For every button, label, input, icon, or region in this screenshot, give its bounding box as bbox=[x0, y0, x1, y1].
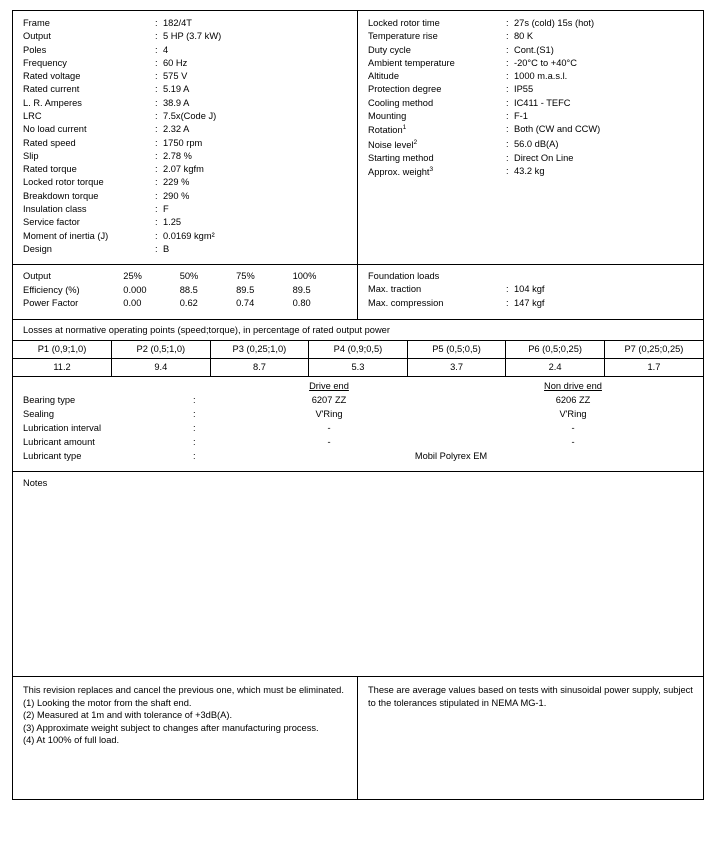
performance-section bbox=[13, 265, 703, 320]
spec-left-label-2: Poles bbox=[23, 44, 47, 55]
notes-section bbox=[13, 472, 703, 677]
spec-left-label-0: Frame bbox=[23, 18, 50, 28]
footer-right-line-0: These are average values based on tests with sinusoidal power supply, subject to the tolerances stipulated in NEMA MG-1. bbox=[368, 685, 693, 708]
spec-right-value-3: -20°C to +40°C bbox=[514, 57, 577, 68]
specs-left-column bbox=[13, 11, 358, 264]
spec-row bbox=[23, 58, 349, 71]
bearings-row bbox=[23, 395, 695, 409]
bearings-label-1: Sealing bbox=[23, 408, 55, 419]
spec-colon: : bbox=[155, 97, 158, 108]
spec-row bbox=[23, 84, 349, 97]
efficiency-row-label-0: Efficiency (%) bbox=[23, 284, 80, 295]
spec-row bbox=[368, 124, 695, 138]
spec-colon: : bbox=[155, 177, 158, 188]
losses-value-4: 3.7 bbox=[407, 358, 506, 376]
spec-left-value-5: 5.19 A bbox=[163, 84, 190, 95]
spec-colon: : bbox=[155, 124, 158, 135]
spec-row bbox=[23, 231, 349, 244]
specifications-section bbox=[13, 11, 703, 265]
bearings-colon-2: : bbox=[193, 422, 196, 433]
spec-colon: : bbox=[506, 97, 509, 108]
bearings-drive-end-value-0: 6207 ZZ bbox=[311, 394, 347, 405]
spec-right-label-0: Locked rotor time bbox=[368, 18, 440, 28]
spec-right-value-11: 43.2 kg bbox=[514, 166, 545, 177]
spec-row bbox=[368, 31, 695, 44]
efficiency-table bbox=[23, 271, 349, 312]
bearings-label-0: Bearing type bbox=[23, 394, 76, 405]
efficiency-load-point-3: 100% bbox=[292, 271, 317, 282]
spec-right-value-5: IP55 bbox=[514, 84, 534, 95]
bearings-header-row bbox=[23, 381, 695, 395]
spec-colon: : bbox=[155, 84, 158, 95]
spec-row bbox=[23, 124, 349, 137]
footer-left-line-4: (4) At 100% of full load. bbox=[23, 734, 120, 745]
spec-left-value-16: 0.0169 kgm² bbox=[163, 230, 215, 241]
spec-left-label-5: Rated current bbox=[23, 84, 80, 95]
spec-row bbox=[23, 111, 349, 124]
losses-header-3: P4 (0,9;0,5) bbox=[309, 341, 408, 358]
bearings-non-drive-end-value-1: V'Ring bbox=[559, 408, 587, 419]
spec-left-label-6: L. R. Amperes bbox=[23, 97, 82, 108]
specs-right-column bbox=[358, 11, 703, 264]
efficiency-value-0-2: 89.5 bbox=[236, 284, 255, 295]
footer-right-notes bbox=[358, 677, 703, 799]
losses-value-row bbox=[13, 358, 703, 376]
spec-right-label-1: Temperature rise bbox=[368, 31, 438, 42]
efficiency-data-row bbox=[23, 285, 349, 299]
foundation-colon: : bbox=[506, 297, 509, 308]
spec-colon: : bbox=[155, 243, 158, 254]
spec-right-label-5: Protection degree bbox=[368, 84, 442, 95]
spec-colon: : bbox=[506, 110, 509, 121]
losses-header-2: P3 (0,25;1,0) bbox=[210, 341, 309, 358]
spec-colon: : bbox=[155, 137, 158, 148]
spec-row bbox=[368, 153, 695, 166]
spec-row bbox=[368, 45, 695, 58]
specs-left-table bbox=[23, 18, 349, 257]
spec-left-value-17: B bbox=[163, 243, 170, 254]
spec-left-label-14: Insulation class bbox=[23, 203, 87, 214]
spec-left-value-14: F bbox=[163, 203, 169, 214]
efficiency-data-row bbox=[23, 298, 349, 312]
spec-row bbox=[368, 166, 695, 180]
losses-header-5: P6 (0,5;0,25) bbox=[506, 341, 605, 358]
spec-row bbox=[23, 151, 349, 164]
footer-left-line-3: (3) Approximate weight subject to changes after manufacturing process. bbox=[23, 722, 319, 733]
footer-section bbox=[13, 677, 703, 799]
spec-row bbox=[368, 18, 695, 31]
notes-title: Notes bbox=[23, 478, 48, 489]
spec-row bbox=[23, 191, 349, 204]
bearings-drive-end-header: Drive end bbox=[309, 380, 349, 391]
spec-row bbox=[368, 84, 695, 97]
spec-row bbox=[368, 98, 695, 111]
efficiency-header-label: Output bbox=[23, 271, 51, 282]
bearings-header-colon-spacer bbox=[193, 381, 207, 395]
losses-value-1: 9.4 bbox=[112, 358, 211, 376]
bearings-row bbox=[23, 451, 695, 465]
bearings-row bbox=[23, 409, 695, 423]
spec-right-value-4: 1000 m.a.s.l. bbox=[514, 71, 568, 82]
spec-right-label-4: Altitude bbox=[368, 71, 400, 82]
spec-left-label-3: Frequency bbox=[23, 57, 67, 68]
spec-colon: : bbox=[155, 57, 158, 68]
spec-row bbox=[23, 31, 349, 44]
bearings-colon-4: : bbox=[193, 451, 196, 462]
efficiency-load-point-2: 75% bbox=[236, 271, 255, 282]
spec-left-label-17: Design bbox=[23, 243, 52, 254]
efficiency-table-container bbox=[13, 265, 358, 319]
spec-right-label-10: Starting method bbox=[368, 153, 434, 163]
efficiency-value-1-3: 0.80 bbox=[292, 298, 311, 309]
bearings-label-3: Lubricant amount bbox=[23, 437, 95, 448]
losses-value-2: 8.7 bbox=[210, 358, 309, 376]
spec-left-label-13: Breakdown torque bbox=[23, 190, 99, 201]
spec-colon: : bbox=[155, 44, 158, 55]
spec-left-value-4: 575 V bbox=[163, 71, 188, 82]
spec-colon: : bbox=[506, 31, 509, 42]
spec-row bbox=[23, 18, 349, 31]
spec-colon: : bbox=[155, 217, 158, 228]
spec-left-label-15: Service factor bbox=[23, 217, 80, 228]
spec-left-value-6: 38.9 A bbox=[163, 97, 190, 108]
footer-left-notes bbox=[13, 677, 358, 799]
spec-row bbox=[23, 164, 349, 177]
spec-row bbox=[368, 139, 695, 153]
spec-colon: : bbox=[506, 153, 509, 163]
bearings-label-4: Lubricant type bbox=[23, 451, 82, 462]
spec-left-value-15: 1.25 bbox=[163, 217, 182, 228]
foundation-row bbox=[368, 284, 695, 298]
bearings-drive-end-value-1: V'Ring bbox=[315, 408, 343, 419]
bearings-drive-end-value-2: - bbox=[327, 422, 331, 433]
spec-left-value-7: 7.5x(Code J) bbox=[163, 110, 217, 121]
spec-left-value-9: 1750 rpm bbox=[163, 137, 203, 148]
spec-row bbox=[368, 111, 695, 124]
spec-left-label-4: Rated voltage bbox=[23, 71, 81, 82]
bearings-row bbox=[23, 437, 695, 451]
spec-colon: : bbox=[506, 44, 509, 55]
spec-right-label-2: Duty cycle bbox=[368, 44, 411, 55]
spec-colon: : bbox=[155, 110, 158, 121]
spec-left-label-8: No load current bbox=[23, 124, 87, 135]
losses-header-0: P1 (0,9;1,0) bbox=[13, 341, 112, 358]
spec-right-value-7: F-1 bbox=[514, 110, 528, 121]
spec-left-label-9: Rated speed bbox=[23, 137, 76, 148]
spec-right-label-9: Noise level$^2$ bbox=[368, 138, 418, 150]
bearings-drive-end-value-3: - bbox=[327, 437, 331, 448]
losses-title: Losses at normative operating points (speed;torque), in percentage of rated output power bbox=[13, 320, 703, 341]
losses-table bbox=[13, 341, 703, 376]
spec-row bbox=[23, 138, 349, 151]
foundation-value-1: 147 kgf bbox=[514, 297, 545, 308]
spec-left-value-0: 182/4T bbox=[163, 18, 192, 28]
bearings-non-drive-end-header: Non drive end bbox=[544, 380, 602, 391]
spec-row bbox=[368, 71, 695, 84]
efficiency-value-1-2: 0.74 bbox=[236, 298, 255, 309]
bearings-colon-1: : bbox=[193, 408, 196, 419]
spec-left-value-13: 290 % bbox=[163, 190, 190, 201]
spec-left-value-3: 60 Hz bbox=[163, 57, 188, 68]
spec-colon: : bbox=[155, 190, 158, 201]
losses-header-4: P5 (0,5;0,5) bbox=[407, 341, 506, 358]
spec-right-label-7: Mounting bbox=[368, 110, 407, 121]
spec-left-label-7: LRC bbox=[23, 110, 42, 121]
efficiency-load-point-1: 50% bbox=[179, 271, 199, 282]
spec-colon: : bbox=[155, 164, 158, 175]
spec-colon: : bbox=[155, 31, 158, 42]
spec-colon: : bbox=[155, 71, 158, 82]
spec-left-label-11: Rated torque bbox=[23, 164, 77, 175]
foundation-loads-table bbox=[368, 284, 695, 311]
bearings-value-span-4: Mobil Polyrex EM bbox=[414, 451, 488, 462]
losses-value-3: 5.3 bbox=[309, 358, 408, 376]
bearings-non-drive-end-value-0: 6206 ZZ bbox=[555, 394, 591, 405]
spec-left-label-12: Locked rotor torque bbox=[23, 177, 104, 188]
footer-left-line-1: (1) Looking the motor from the shaft end. bbox=[23, 697, 192, 708]
foundation-label-1: Max. compression bbox=[368, 297, 444, 308]
bearings-row bbox=[23, 423, 695, 437]
spec-right-value-8: Both (CW and CCW) bbox=[514, 124, 601, 135]
bearings-label-2: Lubrication interval bbox=[23, 422, 102, 433]
bearings-non-drive-end-value-3: - bbox=[571, 437, 575, 448]
spec-right-label-3: Ambient temperature bbox=[368, 57, 455, 68]
specs-right-table bbox=[368, 18, 695, 181]
bearings-colon-0: : bbox=[193, 394, 196, 405]
spec-row bbox=[23, 177, 349, 190]
bearings-table bbox=[23, 381, 695, 466]
footer-left-line-0: This revision replaces and cancel the previous one, which must be eliminated. bbox=[23, 685, 344, 696]
spec-left-value-2: 4 bbox=[163, 44, 169, 55]
spec-left-value-11: 2.07 kgfm bbox=[163, 164, 204, 175]
spec-row bbox=[23, 217, 349, 230]
foundation-value-0: 104 kgf bbox=[514, 284, 545, 295]
foundation-loads-title: Foundation loads bbox=[368, 271, 440, 282]
spec-row bbox=[23, 98, 349, 111]
spec-colon: : bbox=[155, 203, 158, 214]
spec-row bbox=[23, 71, 349, 84]
foundation-label-0: Max. traction bbox=[368, 284, 422, 295]
spec-right-value-0: 27s (cold) 15s (hot) bbox=[514, 18, 595, 28]
spec-right-value-2: Cont.(S1) bbox=[514, 44, 554, 55]
spec-colon: : bbox=[506, 166, 509, 177]
spec-left-value-12: 229 % bbox=[163, 177, 190, 188]
spec-left-label-10: Slip bbox=[23, 150, 39, 161]
spec-left-label-1: Output bbox=[23, 31, 51, 42]
datasheet-frame bbox=[12, 10, 704, 800]
spec-left-label-16: Moment of inertia (J) bbox=[23, 230, 109, 241]
efficiency-value-0-1: 88.5 bbox=[179, 284, 198, 295]
losses-header-row bbox=[13, 341, 703, 358]
efficiency-value-0-3: 89.5 bbox=[292, 284, 311, 295]
efficiency-value-1-0: 0.00 bbox=[123, 298, 142, 309]
spec-colon: : bbox=[506, 138, 509, 149]
efficiency-row-label-1: Power Factor bbox=[23, 298, 79, 309]
spec-row bbox=[23, 204, 349, 217]
footer-left-line-2: (2) Measured at 1m and with tolerance of +3dB(A). bbox=[23, 710, 233, 721]
foundation-colon: : bbox=[506, 284, 509, 295]
spec-right-label-11: Approx. weight$^3$ bbox=[368, 166, 434, 178]
bearings-section bbox=[13, 377, 703, 473]
spec-colon: : bbox=[155, 230, 158, 241]
spec-right-value-6: IC411 - TEFC bbox=[514, 97, 571, 108]
spec-colon: : bbox=[506, 71, 509, 82]
efficiency-load-point-0: 25% bbox=[123, 271, 142, 282]
losses-header-6: P7 (0,25;0,25) bbox=[604, 341, 703, 358]
spec-colon: : bbox=[155, 150, 158, 161]
spec-right-value-9: 56.0 dB(A) bbox=[514, 138, 559, 149]
bearings-header-spacer bbox=[23, 381, 193, 395]
losses-value-6: 1.7 bbox=[604, 358, 703, 376]
spec-row bbox=[23, 244, 349, 257]
spec-left-value-1: 5 HP (3.7 kW) bbox=[163, 31, 222, 42]
spec-right-value-10: Direct On Line bbox=[514, 153, 574, 163]
spec-colon: : bbox=[506, 84, 509, 95]
spec-right-value-1: 80 K bbox=[514, 31, 534, 42]
efficiency-value-1-1: 0.62 bbox=[179, 298, 198, 309]
bearings-colon-3: : bbox=[193, 437, 196, 448]
losses-value-0: 11.2 bbox=[13, 358, 112, 376]
spec-colon: : bbox=[155, 18, 158, 28]
spec-colon: : bbox=[506, 57, 509, 68]
spec-right-label-8: Rotation$^1$ bbox=[368, 124, 407, 136]
foundation-loads-container bbox=[358, 265, 703, 319]
foundation-row bbox=[368, 298, 695, 312]
spec-row bbox=[23, 45, 349, 58]
spec-colon: : bbox=[506, 18, 509, 28]
spec-left-value-10: 2.78 % bbox=[163, 150, 192, 161]
spec-left-value-8: 2.32 A bbox=[163, 124, 190, 135]
bearings-non-drive-end-value-2: - bbox=[571, 422, 575, 433]
spec-right-label-6: Cooling method bbox=[368, 97, 434, 108]
efficiency-header-row bbox=[23, 271, 349, 285]
spec-colon: : bbox=[506, 124, 509, 135]
losses-value-5: 2.4 bbox=[506, 358, 605, 376]
spec-row bbox=[368, 58, 695, 71]
efficiency-value-0-0: 0.000 bbox=[123, 284, 147, 295]
losses-header-1: P2 (0,5;1,0) bbox=[112, 341, 211, 358]
